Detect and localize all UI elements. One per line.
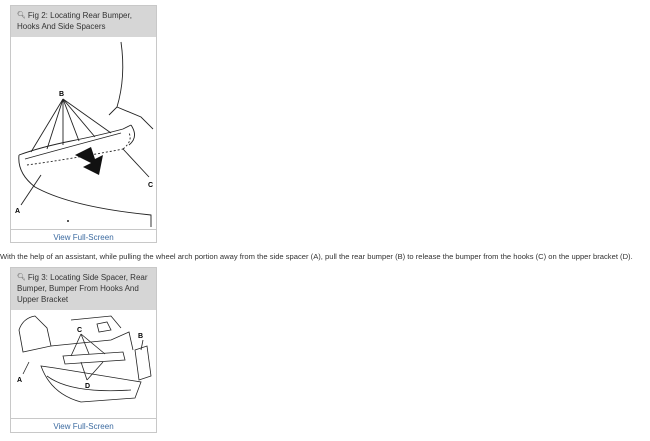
figure-3-title: Fig 3: Locating Side Spacer, Rear Bumper, Bumper From Hooks And Upper Bracket	[17, 273, 148, 304]
figure-2-card	[10, 5, 157, 243]
callout-d: D	[85, 383, 91, 390]
zoom-icon[interactable]: 🔍︎	[17, 12, 26, 19]
callout-c: C	[148, 182, 154, 189]
direction-arrow	[75, 147, 103, 175]
view-full-screen-link[interactable]: View Full-Screen	[11, 418, 156, 434]
instruction-text: With the help of an assistant, while pulling the wheel arch portion away from the side spacer (A), pull the rear bumper (B) to release the bumper from the hooks (C) on the upper bracket (D).	[0, 252, 633, 261]
callout-a: A	[17, 377, 23, 384]
figure-2-title: Fig 2: Locating Rear Bumper, Hooks And Side Spacers	[17, 11, 132, 31]
callout-a: A	[15, 208, 21, 215]
callout-c: C	[77, 327, 83, 334]
figure-2-header	[11, 6, 156, 37]
callout-b: B	[59, 91, 65, 98]
figure-2-diagram	[11, 37, 156, 229]
zoom-icon[interactable]: 🔍︎	[17, 274, 26, 281]
figure-3-card	[10, 267, 157, 433]
figure-3-diagram	[11, 310, 156, 418]
figure-3-header	[11, 268, 156, 310]
view-full-screen-link[interactable]: View Full-Screen	[11, 229, 156, 245]
callout-b: B	[138, 333, 144, 340]
